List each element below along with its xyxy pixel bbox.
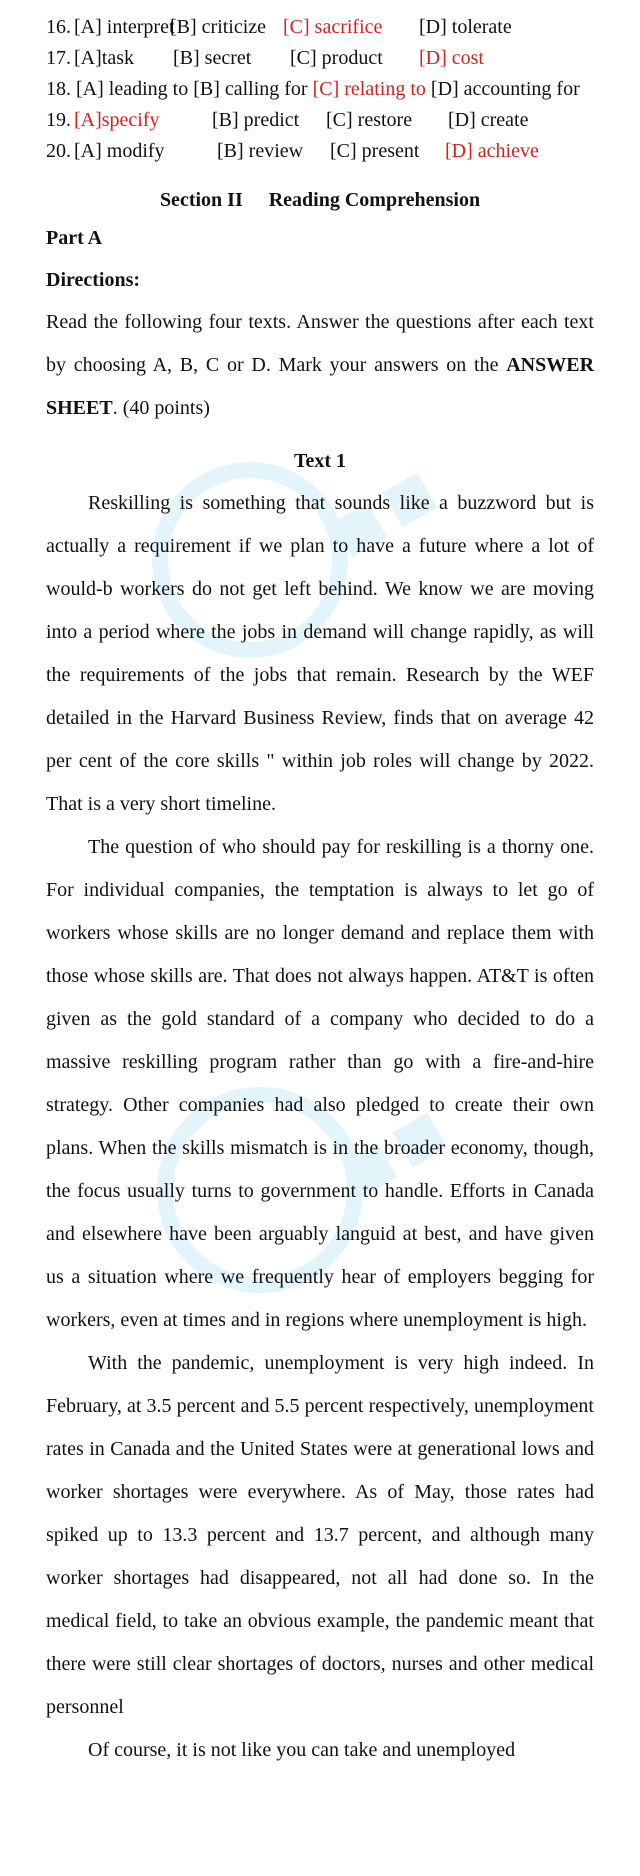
option-d: [D] create (448, 109, 529, 131)
option-c-correct: [C] relating to (312, 78, 426, 100)
paragraph-1: Reskilling is something that sounds like a buzzword but is actually a requirement if we plan to have a future where a lot of would-b workers do not get left behind. We know we are moving into a period where the jobs in demand will change rapidly, as will the requirements of the jobs that remain. Research by the WEF detailed in the Harvard Business Review, finds that on average 42 per cent of the core skills " within job roles will change by 2022. That is a very short timeline. (46, 492, 594, 815)
directions-label: Directions: (46, 269, 141, 291)
option-d: [D] accounting for (430, 78, 580, 100)
directions-text: Read the following four texts. Answer the questions after each text by choosing A, B, C or D. Mark your answers on the ANSWER SHEET. (40 points) (46, 311, 595, 419)
paragraph-2: The question of who should pay for reskilling is a thorny one. For individual companies, the temptation is always to let go of workers whose skills are no longer demand and replace them with those whose skills are. That does not always happen. AT&T is often given as the gold standard of a company who decided to do a massive reskilling program rather than go with a fire-and-hire strategy. Other companies had also pledged to create their own plans. When the skills mismatch is in the broader economy, though, the focus usually turns to government to handle. Efforts in Canada and elsewhere have been arguably languid at best, and have given us a situation where we frequently hear of employers begging for workers, even at times and in regions where unemployment is high. (46, 836, 594, 1331)
section-number: Section II (159, 189, 243, 211)
option-d: [D] tolerate (419, 16, 512, 38)
option-a: [A] interpret (74, 16, 175, 38)
option-b: [B] review (217, 140, 304, 162)
option-a-correct: [A]specify (74, 109, 160, 131)
answer-number: 20. (46, 140, 71, 162)
text-title: Text 1 (293, 450, 347, 472)
answer-line-17 (46, 43, 594, 74)
answer-sheet-label: ANSWER SHEET (46, 354, 595, 419)
section-heading (46, 183, 594, 217)
answer-number: 16. (46, 16, 71, 38)
answer-line-18 (46, 74, 594, 105)
option-c: [C] present (330, 140, 420, 162)
option-c-correct: [C] sacrifice (283, 16, 383, 38)
option-c: [C] product (290, 47, 383, 69)
answer-line-20 (46, 136, 594, 167)
document-page (46, 12, 594, 1772)
answer-number: 17. (46, 47, 71, 69)
option-c: [C] restore (326, 109, 413, 131)
option-d-correct: [D] cost (419, 47, 484, 69)
answer-number: 19. (46, 109, 71, 131)
answer-line-19 (46, 105, 594, 136)
option-a: [A] modify (74, 140, 165, 162)
option-a: [A]task (74, 47, 134, 69)
section-name: Reading Comprehension (268, 189, 481, 211)
option-a: [A] leading to (76, 78, 189, 100)
option-d-correct: [D] achieve (445, 140, 539, 162)
option-b: [B] predict (212, 109, 300, 131)
answer-line-16 (46, 12, 594, 43)
paragraph-3: With the pandemic, unemployment is very high indeed. In February, at 3.5 percent and 5.5 percent respectively, unemployment rates in Canada and the United States were at generational lows and worker shortages were everywhere. As of May, those rates had spiked up to 13.3 percent and 13.7 percent, and although many worker shortages had disappeared, not all had done so. In the medical field, to take an obvious example, the pandemic meant that there were still clear shortages of doctors, nurses and other medical personnel (46, 1352, 594, 1718)
answer-number: 18. (46, 78, 71, 100)
part-heading: Part A (46, 227, 103, 249)
paragraph-4: Of course, it is not like you can take and unemployed (88, 1739, 516, 1761)
option-b: [B] secret (173, 47, 252, 69)
option-b: [B] criticize (170, 16, 267, 38)
option-b: [B] calling for (193, 78, 308, 100)
